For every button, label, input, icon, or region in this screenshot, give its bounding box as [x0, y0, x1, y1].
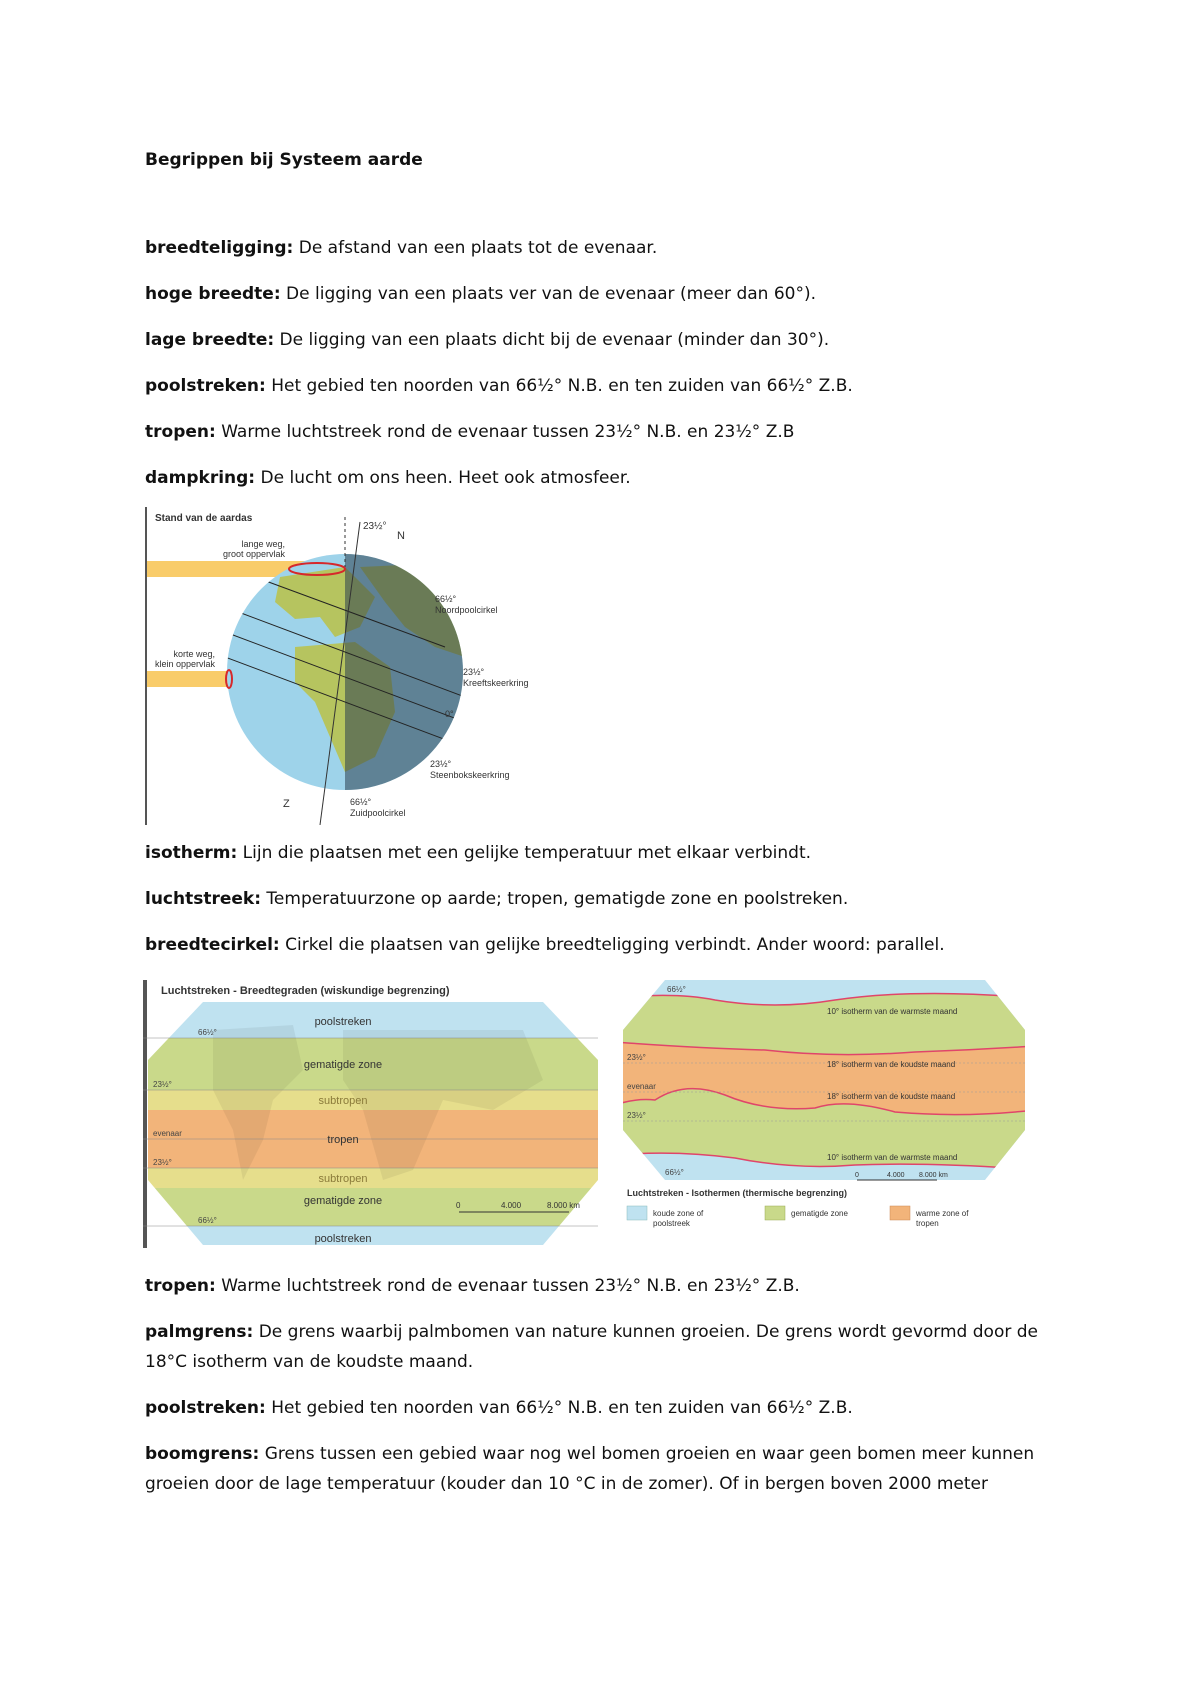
- definition-text: Het gebied ten noorden van 66½° N.B. en ten zuiden van 66½° Z.B.: [265, 1398, 853, 1418]
- definition-breedteligging: [145, 233, 1065, 263]
- label-south-polar-name: Zuidpoolcirkel: [350, 808, 406, 818]
- legend-swatch-cold: [627, 1206, 647, 1220]
- term-label: luchtstreek:: [145, 889, 262, 909]
- term-label: tropen:: [145, 422, 216, 442]
- globe-night-side: [345, 552, 465, 792]
- definition-text: De afstand van een plaats tot de evenaar.: [293, 238, 658, 258]
- definition-text: Temperatuurzone op aarde; tropen, gematigde zone en poolstreken.: [261, 889, 849, 909]
- sunbeam-short: [147, 671, 229, 687]
- legend-swatch-temperate: [765, 1206, 785, 1220]
- map-latitude-zones: [143, 980, 598, 1248]
- legend-label-warm: warme zone of tropen: [916, 1209, 969, 1228]
- scale-4000: 4.000: [501, 1201, 522, 1210]
- figure-border: [145, 507, 147, 825]
- scale-8000: 8.000 km: [547, 1201, 580, 1210]
- term-label: boomgrens:: [145, 1444, 260, 1464]
- figure-title: Stand van de aardas: [155, 513, 253, 524]
- label-lat-66n: 66½°: [198, 1028, 217, 1037]
- term-label: palmgrens:: [145, 1322, 254, 1342]
- label-cancer-lat: 23½°: [463, 667, 485, 677]
- map-isotherm-zones: [615, 980, 1035, 1248]
- definition-dampkring: [145, 463, 1065, 493]
- label-polar-north: poolstreken: [314, 1016, 372, 1028]
- label-south-polar-lat: 66½°: [350, 797, 372, 807]
- label-temperate-north: gematigde zone: [303, 1059, 383, 1071]
- definition-text: Lijn die plaatsen met een gelijke temperatuur met elkaar verbindt.: [237, 843, 812, 863]
- term-label: poolstreken:: [145, 1398, 266, 1418]
- definition-text: De grens waarbij palmbomen van nature kunnen groeien. De grens wordt gevormd door de 18°C isotherm van de koudste maand.: [145, 1322, 1038, 1372]
- label-axis-angle: 23½°: [363, 521, 387, 532]
- definition-text: De lucht om ons heen. Heet ook atmosfeer.: [255, 468, 631, 488]
- definition-breedtecirkel: [145, 930, 1065, 960]
- definition-poolstreken-2: [145, 1393, 1065, 1423]
- label-temperate-south: gematigde zone: [303, 1195, 383, 1207]
- definition-text: De ligging van een plaats dicht bij de evenaar (minder dan 30°).: [274, 330, 830, 350]
- label-tropics: tropen: [327, 1134, 359, 1146]
- definition-poolstreken: [145, 371, 1065, 401]
- label-lat-23s: 23½°: [627, 1111, 646, 1120]
- label-iso-cold-south: 18° isotherm van de koudste maand: [827, 1092, 956, 1101]
- figure-border: [143, 980, 147, 1248]
- term-label: breedteligging:: [145, 238, 294, 258]
- definition-text: Grens tussen een gebied waar nog wel bomen groeien en waar geen bomen meer kunnen groeien door de lage temperatuur (kouder dan 10 °C in de zomer). Of in bergen boven 2000 meter: [145, 1444, 1035, 1494]
- label-lat-66s: 66½°: [665, 1168, 684, 1177]
- earth-axis-figure: [145, 507, 545, 825]
- definition-boomgrens: [145, 1439, 1065, 1499]
- label-iso-warm-south: 10° isotherm van de warmste maand: [827, 1153, 958, 1162]
- label-subtropics-north: subtropen: [318, 1095, 368, 1107]
- definition-palmgrens: [145, 1317, 1065, 1377]
- label-long-path: lange weg, groot oppervlak: [222, 539, 285, 559]
- label-iso-warm-north: 10° isotherm van de warmste maand: [827, 1007, 958, 1016]
- legend-title: Luchtstreken - Isothermen (thermische begrenzing): [627, 1188, 848, 1198]
- label-equator-lat: 0°: [445, 709, 454, 719]
- definition-text: Cirkel die plaatsen van gelijke breedteligging verbindt. Ander woord: parallel.: [279, 935, 945, 955]
- scale-8000: 8.000 km: [919, 1172, 948, 1179]
- label-south: Z: [283, 798, 290, 810]
- definition-text: Het gebied ten noorden van 66½° N.B. en ten zuiden van 66½° Z.B.: [265, 376, 853, 396]
- label-north-polar-name: Noordpoolcirkel: [435, 605, 498, 615]
- label-polar-south: poolstreken: [314, 1233, 372, 1245]
- label-cancer-name: Kreeftskeerkring: [463, 678, 529, 688]
- legend-label-temperate: gematigde zone: [791, 1209, 848, 1218]
- label-short-path: korte weg, klein oppervlak: [154, 649, 215, 669]
- label-lat-equator: evenaar: [153, 1129, 182, 1138]
- legend-swatch-warm: [890, 1206, 910, 1220]
- term-label: breedtecirkel:: [145, 935, 280, 955]
- definition-isotherm: [145, 838, 1065, 868]
- label-lat-equator: evenaar: [627, 1082, 656, 1091]
- definition-text: De ligging van een plaats ver van de evenaar (meer dan 60°).: [280, 284, 817, 304]
- label-lat-66s: 66½°: [198, 1216, 217, 1225]
- definition-lage-breedte: [145, 325, 1065, 355]
- label-capricorn-name: Steenbokskeerkring: [430, 770, 510, 780]
- term-label: lage breedte:: [145, 330, 275, 350]
- zone-subtropics-south: [143, 1168, 598, 1188]
- label-iso-cold-north: 18° isotherm van de koudste maand: [827, 1060, 956, 1069]
- label-capricorn-lat: 23½°: [430, 759, 452, 769]
- label-lat-66n: 66½°: [667, 985, 686, 994]
- map-title: Luchtstreken - Breedtegraden (wiskundige begrenzing): [161, 985, 450, 997]
- label-north: N: [397, 530, 405, 542]
- term-label: hoge breedte:: [145, 284, 281, 304]
- label-lat-23s: 23½°: [153, 1158, 172, 1167]
- term-label: tropen:: [145, 1276, 216, 1296]
- definition-tropen: [145, 417, 1065, 447]
- definition-text: Warme luchtstreek rond de evenaar tussen 23½° N.B. en 23½° Z.B.: [215, 1276, 800, 1296]
- label-subtropics-south: subtropen: [318, 1173, 368, 1185]
- definition-text: Warme luchtstreek rond de evenaar tussen 23½° N.B. en 23½° Z.B: [215, 422, 795, 442]
- term-label: dampkring:: [145, 468, 256, 488]
- definition-hoge-breedte: [145, 279, 1065, 309]
- label-lat-23n: 23½°: [153, 1080, 172, 1089]
- scale-0: 0: [456, 1201, 461, 1210]
- page-title: Begrippen bij Systeem aarde: [145, 150, 423, 170]
- definition-luchtstreek: [145, 884, 1065, 914]
- label-lat-23n: 23½°: [627, 1053, 646, 1062]
- label-north-polar-lat: 66½°: [435, 594, 457, 604]
- legend-label-cold: koude zone of poolstreek: [653, 1209, 704, 1228]
- term-label: poolstreken:: [145, 376, 266, 396]
- scale-0: 0: [855, 1172, 859, 1179]
- scale-4000: 4.000: [887, 1172, 905, 1179]
- term-label: isotherm:: [145, 843, 238, 863]
- definition-tropen-2: [145, 1271, 1065, 1301]
